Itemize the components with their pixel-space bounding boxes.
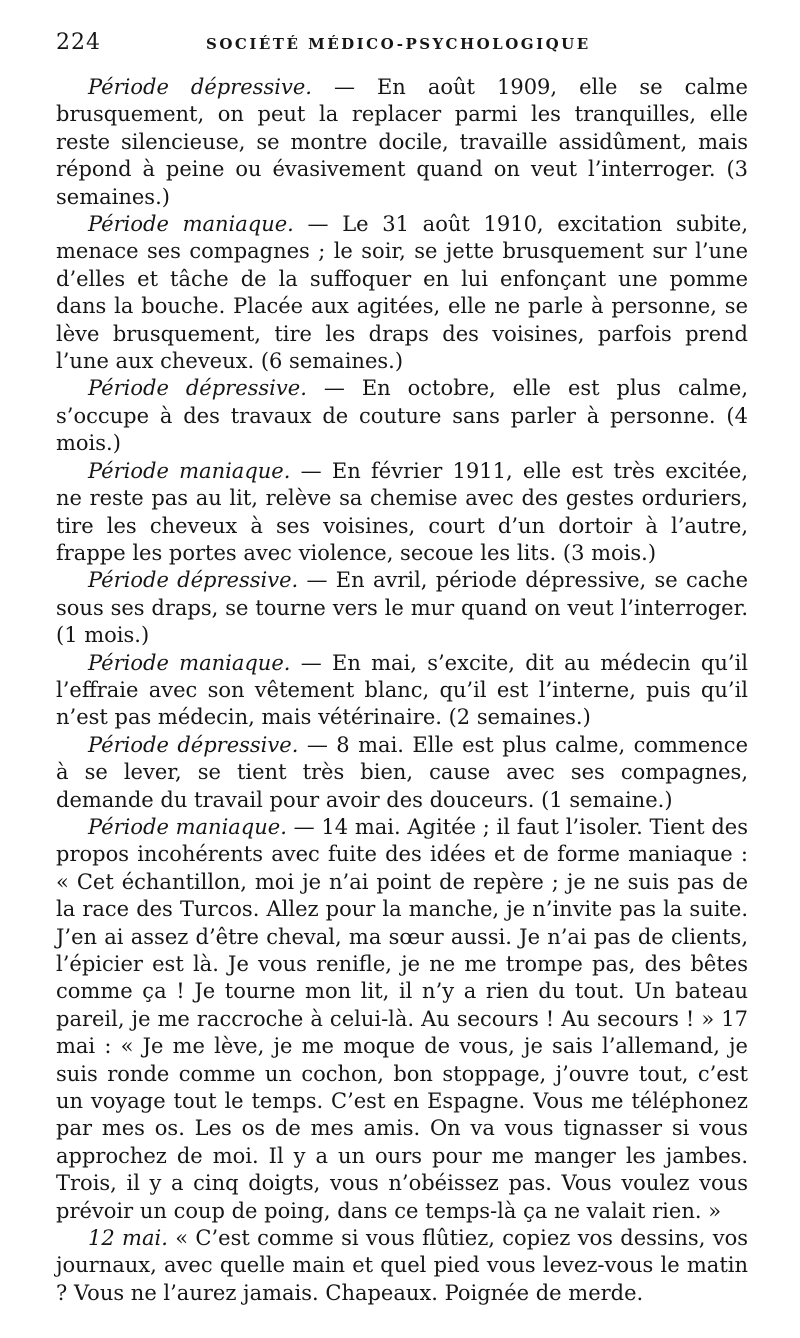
paragraph-text: — 14 mai. Agitée ; il faut l’isoler. Tient des propos incohérents avec fuite des idées et de forme maniaque : « Cet échantillon, moi je n’ai point de repère ; je ne suis pas de la race des Turcos. Allez pour la manche, je n’invite pas la suite. J’en ai assez d’être cheval, ma sœur aussi. Je n’ai pas de clients, l’épicier est là. Je vous renifle, je ne me trompe pas, des bêtes comme ça ! Je tourne mon lit, il n’y a rien du tout. Un bateau pareil, je me raccroche à celui-là. Au secours ! Au secours ! » 17 mai : « Je me lève, je me moque de vous, je sais l’allemand, je suis ronde comme un cochon, bon stoppage, j’ouvre tout, c’est un voyage tout le temps. C’est en Espagne. Vous me téléphonez par mes os. Les os de mes amis. On va vous tignasser si vous approchez de moi. Il y a un ours pour me manger les jambes. Trois, il y a cinq doigts, vous n’obéissez pas. Vous voulez vous prévoir un coup de poing, dans ce temps-là ça ne valait rien. » [56, 814, 748, 1223]
paragraph [56, 74, 748, 211]
paragraph [56, 732, 748, 814]
paragraph [56, 458, 748, 568]
period-label: Période dépressive. [88, 568, 299, 593]
paragraph [56, 650, 748, 732]
paragraph-text: — 8 mai. Elle est plus calme, commence à se lever, se tient très bien, cause avec ses compagnes, demande du travail pour avoir des douceurs. (1 semaine.) [56, 732, 748, 812]
body-text [56, 74, 748, 1307]
period-label: Période dépressive. [88, 732, 299, 757]
paragraph [56, 375, 748, 457]
paragraph [56, 567, 748, 649]
page-number: 224 [56, 30, 101, 55]
paragraph-text: — En février 1911, elle est très excitée, ne reste pas au lit, relève sa chemise avec des gestes orduriers, tire les cheveux à ses voisines, court d’un dortoir à l’autre, frappe les portes avec violence, secoue les lits. (3 mois.) [56, 458, 748, 565]
paragraph [56, 211, 748, 375]
paragraph [56, 814, 748, 1225]
period-label: Période dépressive. [88, 75, 312, 99]
running-title: SOCIÉTÉ MÉDICO-PSYCHOLOGIQUE [206, 35, 591, 53]
paragraph-text: « C’est comme si vous flûtiez, copiez vos dessins, vos journaux, avec quelle main et quel pied vous levez-vous le matin ? Vous ne l’aurez jamais. Chapeaux. Poignée de merde. [56, 1226, 748, 1305]
paragraph-text: — En avril, période dépressive, se cache sous ses draps, se tourne vers le mur quand on veut l’interroger. (1 mois.) [56, 568, 749, 648]
paragraph-text: — En mai, s’excite, dit au médecin qu’il l’effraie avec son vêtement blanc, qu’il est l’interne, puis qu’il n’est pas médecin, mais vétérinaire. (2 semaines.) [56, 650, 748, 730]
date-label: 12 mai. [88, 1226, 168, 1251]
running-header [56, 30, 750, 70]
paragraph-text: — En octobre, elle est plus calme, s’occupe à des travaux de couture sans parler à personne. (4 mois.) [56, 376, 748, 456]
period-label: Période dépressive. [88, 376, 307, 401]
paragraph-text: — En août 1909, elle se calme brusquement, on peut la replacer parmi les tranquilles, elle reste silencieuse, se montre docile, travaille assidûment, mais répond à peine ou évasivement quand on veut l’interroger. (3 semaines.) [56, 75, 748, 209]
period-label: Période maniaque. [88, 212, 294, 237]
paragraph [56, 1225, 748, 1307]
paragraph-text: — Le 31 août 1910, excitation subite, menace ses compagnes ; le soir, se jette brusquement sur l’une d’elles et tâche de la suffoquer en lui enfonçant une pomme dans la bouche. Placée aux agitées, elle ne parle à personne, se lève brusquement, tire les draps des voisines, parfois prend l’une aux cheveux. (6 semaines.) [56, 212, 748, 374]
period-label: Période maniaque. [88, 650, 291, 675]
period-label: Période maniaque. [88, 458, 291, 483]
period-label: Période maniaque. [88, 814, 287, 839]
